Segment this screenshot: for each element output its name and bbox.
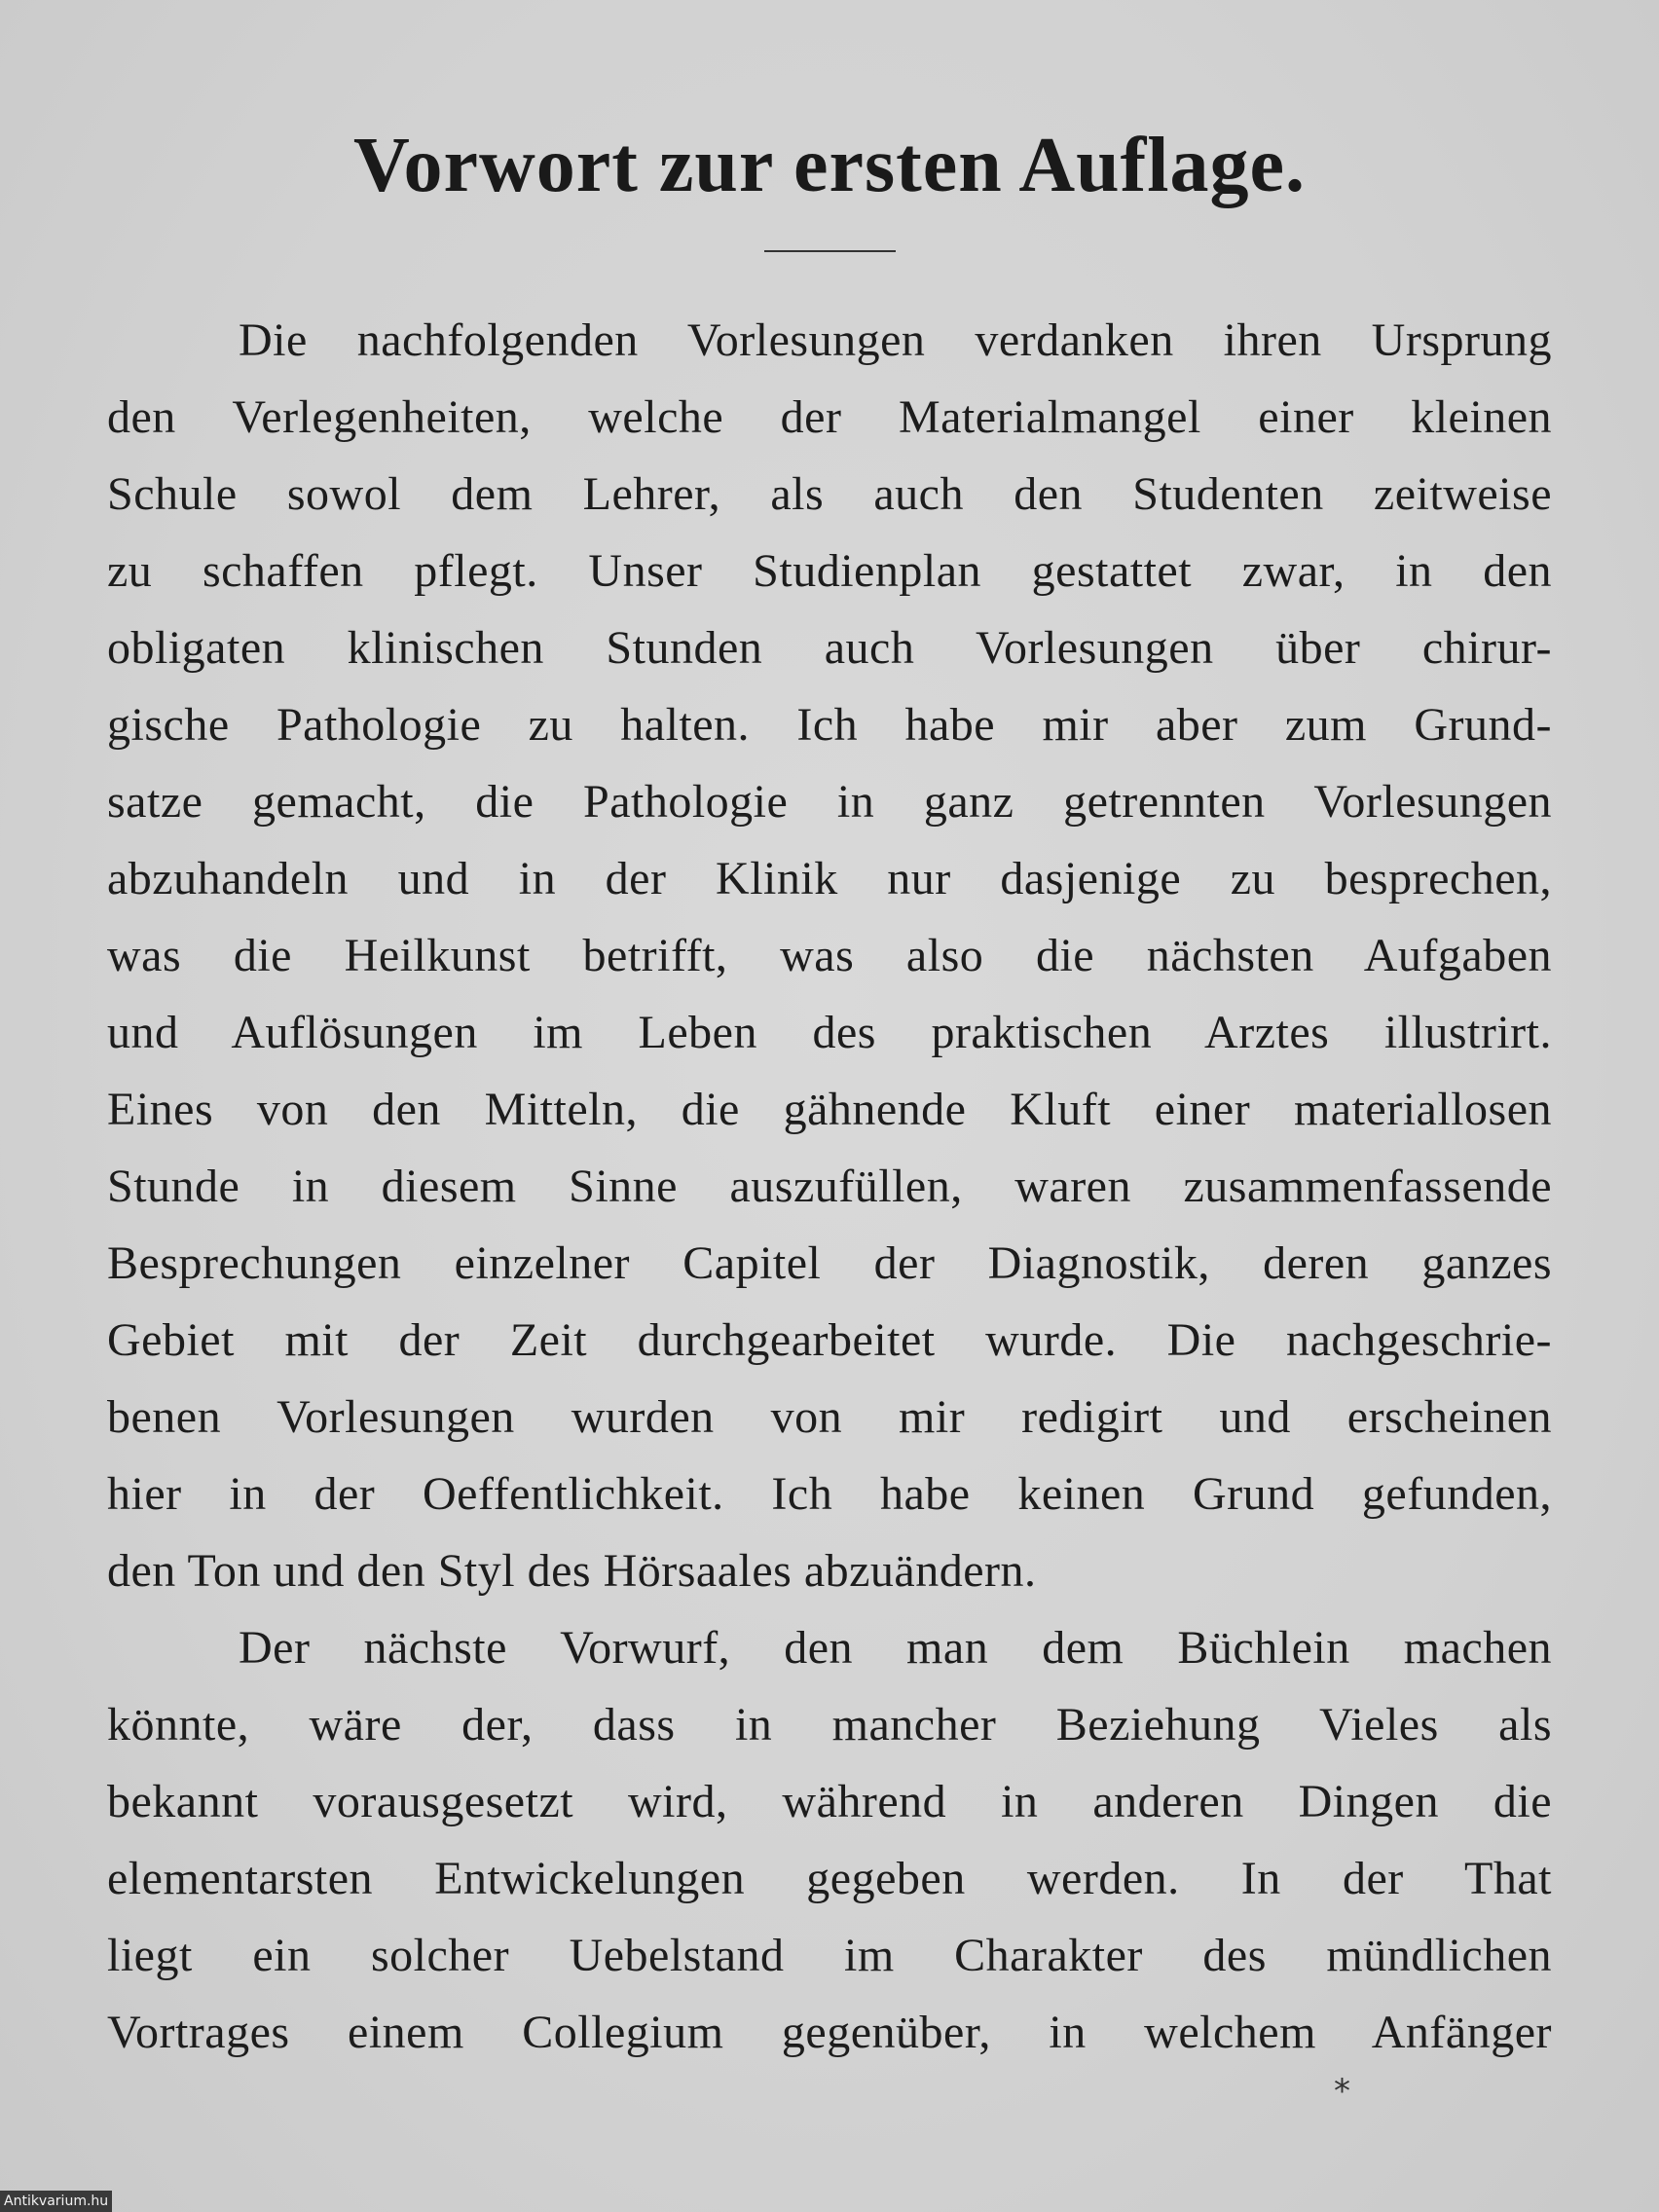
text-line: Gebiet mit der Zeit durchgearbeitet wurde. Die nachgeschrie- <box>107 1314 1552 1366</box>
text-line: könnte, wäre der, dass in mancher Beziehung Vieles als <box>107 1699 1552 1751</box>
page-title: Vorwort zur ersten Auflage. <box>353 123 1306 208</box>
text-line: satze gemacht, die Pathologie in ganz getrennten Vorlesungen <box>107 776 1552 828</box>
text-line: den Ton und den Styl des Hörsaales abzuändern. <box>107 1545 1037 1597</box>
text-line: abzuhandeln und in der Klinik nur dasjenige zu besprechen, <box>107 853 1552 904</box>
text-line: Die nachfolgenden Vorlesungen verdanken ihren Ursprung <box>239 314 1552 366</box>
text-line: liegt ein solcher Uebelstand im Charakter des mündlichen <box>107 1930 1552 1981</box>
text-line: hier in der Oeffentlichkeit. Ich habe keinen Grund gefunden, <box>107 1468 1552 1520</box>
text-line: gische Pathologie zu halten. Ich habe mir aber zum Grund- <box>107 699 1552 751</box>
text-line: Der nächste Vorwurf, den man dem Büchlein machen <box>239 1622 1552 1674</box>
text-line: Vortrages einem Collegium gegenüber, in welchem Anfänger <box>107 2007 1552 2058</box>
text-line: Eines von den Mitteln, die gähnende Kluft einer materiallosen <box>107 1084 1552 1135</box>
text-line: Stunde in diesem Sinne auszufüllen, waren zusammenfassende <box>107 1161 1552 1212</box>
text-line: und Auflösungen im Leben des praktischen Arztes illustrirt. <box>107 1007 1552 1058</box>
text-line: den Verlegenheiten, welche der Materialmangel einer kleinen <box>107 391 1552 443</box>
watermark: Antikvarium.hu <box>0 2191 112 2212</box>
text-line: elementarsten Entwickelungen gegeben werden. In der That <box>107 1853 1552 1904</box>
text-line: bekannt vorausgesetzt wird, während in anderen Dingen die <box>107 1776 1552 1827</box>
title-divider <box>764 250 896 252</box>
body-text <box>107 302 1552 2071</box>
footnote-mark: * <box>1334 2072 1350 2111</box>
text-line: Besprechungen einzelner Capitel der Diagnostik, deren ganzes <box>107 1237 1552 1289</box>
text-line: zu schaffen pflegt. Unser Studienplan gestattet zwar, in den <box>107 545 1552 597</box>
text-line: Schule sowol dem Lehrer, als auch den Studenten zeitweise <box>107 468 1552 520</box>
text-line: obligaten klinischen Stunden auch Vorlesungen über chirur- <box>107 622 1552 674</box>
text-line: benen Vorlesungen wurden von mir redigirt und erscheinen <box>107 1391 1552 1443</box>
text-line: was die Heilkunst betrifft, was also die nächsten Aufgaben <box>107 930 1552 981</box>
